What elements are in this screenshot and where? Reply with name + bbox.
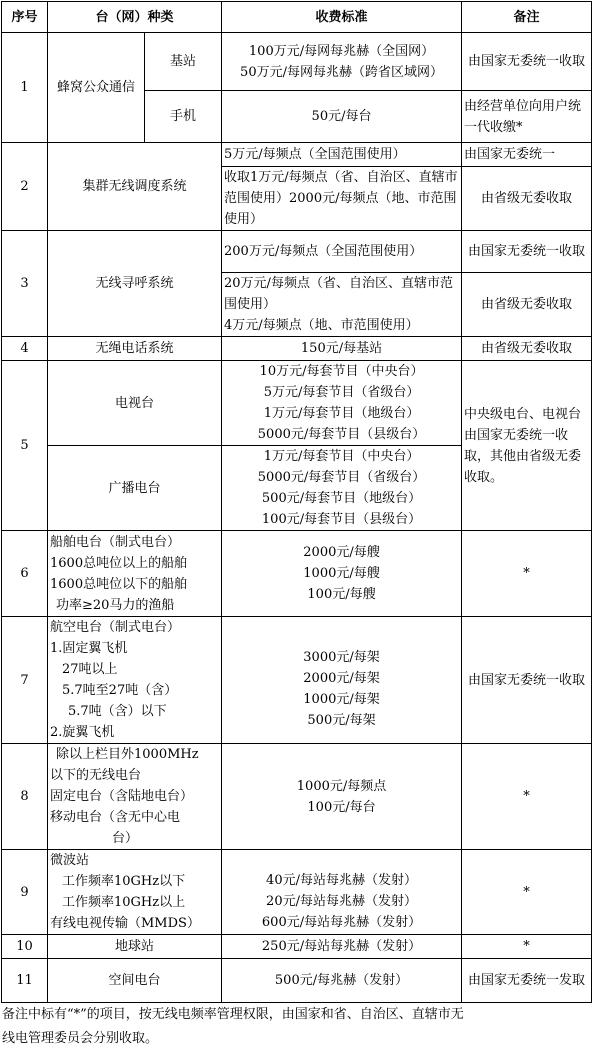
footnote-line: 线电管理委员会分别收取。	[2, 1031, 159, 1046]
header-fee: 收费标准	[222, 2, 462, 33]
row-note: 由国家无委统一收取	[462, 33, 592, 91]
table-row	[2, 33, 592, 91]
row-no: 9	[2, 850, 48, 935]
fee-line: 500元/每架	[307, 713, 376, 728]
row-type: 广播电台	[48, 446, 222, 531]
row-no: 3	[2, 231, 48, 337]
table-row	[2, 531, 592, 617]
row-fee	[222, 361, 462, 446]
row-note: *	[462, 744, 592, 850]
fee-line: 1000元/每频点	[296, 778, 387, 794]
fee-line: 5000元/每套节目（省级台）	[257, 470, 426, 485]
row-note: 由国家无委统一收取	[462, 617, 592, 744]
fee-line: 500元/每套节目（地级台）	[261, 491, 422, 506]
fee-line: 4万元/每频点（地、市范围使用）	[224, 318, 419, 333]
fee-line: 1万元/每套节目（中央台）	[263, 449, 420, 464]
row-fee: 250元/每站每兆赫（发射）	[222, 935, 462, 959]
row-no: 4	[2, 337, 48, 361]
type-line: 有线电视传输（MMDS）	[50, 916, 200, 931]
fee-line: 100万元/每网每兆赫（全国网）	[248, 43, 435, 59]
row-note: 由省级无委收取	[462, 273, 592, 337]
type-line: 1.固定翼飞机	[50, 641, 128, 656]
row-note: *	[462, 935, 592, 959]
row-type: 电视台	[48, 361, 222, 446]
type-line: 2.旋翼飞机	[50, 725, 115, 740]
fee-line: 1万元/每套节目（地级台）	[263, 406, 420, 421]
row-type: 无线寻呼系统	[48, 231, 222, 337]
fee-line: 1000元/每艘	[303, 566, 380, 581]
type-line: 功率≥20马力的渔船	[56, 597, 175, 613]
row-type: 空间电台	[48, 959, 222, 1003]
row-type: 无绳电话系统	[48, 337, 222, 361]
row-fee	[222, 850, 462, 935]
table-row	[2, 337, 592, 361]
type-line: 5.7吨至27吨（含）	[62, 683, 178, 698]
table-row	[2, 959, 592, 1003]
row-fee	[222, 446, 462, 531]
table-row	[2, 850, 592, 935]
row-subtype: 手机	[145, 91, 222, 143]
row-type: 蜂窝公众通信	[48, 33, 145, 143]
type-line: 移动电台（含无中心电	[50, 810, 181, 825]
header-type: 台（网）种类	[48, 2, 222, 33]
row-fee	[222, 531, 462, 617]
row-note: 由省级无委收取	[462, 167, 592, 231]
row-type	[48, 850, 222, 935]
row-no: 5	[2, 361, 48, 531]
row-no: 10	[2, 935, 48, 959]
type-line: 27吨以上	[62, 662, 118, 677]
row-note: 由经营单位向用户统一代收缴*	[462, 91, 592, 143]
type-line: 工作频率10GHz以上	[62, 895, 186, 910]
fee-line: 50万元/每网每兆赫（跨省区域网）	[240, 64, 443, 80]
row-no: 11	[2, 959, 48, 1003]
table-header-row	[2, 2, 592, 33]
row-note: 由国家无委统一发取	[462, 959, 592, 1003]
fee-line: 20万元/每频点（省、自治区、直辖市范围使用）	[224, 276, 453, 312]
type-line: 工作频率10GHz以下	[62, 874, 186, 889]
header-note: 备注	[462, 2, 592, 33]
fee-line: 3000元/每架	[303, 650, 380, 665]
fee-line: 20元/每站每兆赫（发射）	[266, 893, 417, 909]
table-row	[2, 617, 592, 744]
fee-line: 100元/每艘	[307, 587, 376, 602]
fee-line: 5万元/每套节目（省级台）	[263, 385, 420, 400]
row-note: 中央级电台、电视台由国家无委统一收取，其他由省级无委收取。	[462, 361, 592, 531]
type-line: 微波站	[50, 853, 90, 868]
type-line: 以下的无线电台	[50, 768, 142, 783]
fee-table	[1, 1, 592, 1003]
row-fee: 500元/每兆赫（发射）	[222, 959, 462, 1003]
row-fee	[222, 33, 462, 91]
table-row	[2, 231, 592, 273]
row-note: 由省级无委收取	[462, 337, 592, 361]
type-line: 台）	[112, 831, 139, 846]
row-type: 地球站	[48, 935, 222, 959]
footnote-line: 备注中标有“*”的项目，按无线电频率管理权限，由国家和省、自治区、直辖市无	[2, 1007, 464, 1022]
row-no: 1	[2, 33, 48, 143]
row-subtype: 基站	[145, 33, 222, 91]
row-fee: 收取1万元/每频点（省、自治区、直辖市范围使用）2000元/每频点（地、市范围使用）	[222, 167, 462, 231]
row-note: 由国家无委统一	[462, 143, 592, 167]
row-no: 6	[2, 531, 48, 617]
row-type	[48, 744, 222, 850]
fee-line: 40元/每站每兆赫（发射）	[266, 872, 417, 888]
type-line: 5.7吨（含）以下	[68, 704, 167, 719]
fee-line: 600元/每站每兆赫（发射）	[261, 914, 422, 930]
row-note: 由国家无委统一收取	[462, 231, 592, 273]
row-no: 8	[2, 744, 48, 850]
row-fee	[222, 744, 462, 850]
type-line: 航空电台（制式电台）	[50, 620, 181, 635]
footnote	[2, 1003, 590, 1051]
fee-line: 2000元/每艘	[303, 545, 380, 560]
row-type	[48, 617, 222, 744]
type-line: 除以上栏目外1000MHz	[56, 747, 199, 762]
row-type: 集群无线调度系统	[48, 143, 222, 231]
type-line: 固定电台（含陆地电台）	[50, 789, 194, 804]
table-row	[2, 744, 592, 850]
row-no: 7	[2, 617, 48, 744]
row-no: 2	[2, 143, 48, 231]
header-no: 序号	[2, 2, 48, 33]
type-line: 1600总吨位以下的船舶	[50, 576, 188, 592]
row-fee	[222, 617, 462, 744]
table-row	[2, 935, 592, 959]
table-row	[2, 143, 592, 167]
row-fee: 150元/每基站	[222, 337, 462, 361]
table-row	[2, 361, 592, 446]
row-fee: 50元/每台	[222, 91, 462, 143]
row-fee	[222, 273, 462, 337]
fee-line: 1000元/每架	[303, 692, 380, 707]
row-type	[48, 531, 222, 617]
fee-line: 100元/每套节目（县级台）	[261, 512, 422, 527]
fee-line: 2000元/每架	[303, 671, 380, 686]
row-note: *	[462, 850, 592, 935]
fee-line: 10万元/每套节目（中央台）	[259, 364, 424, 379]
fee-line: 5000元/每套节目（县级台）	[257, 427, 426, 442]
fee-line: 100元/每台	[307, 799, 376, 815]
row-fee: 5万元/每频点（全国范围使用）	[222, 143, 462, 167]
row-fee: 200万元/每频点（全国范围使用）	[222, 231, 462, 273]
type-line: 船舶电台（制式电台）	[50, 534, 181, 550]
row-note: *	[462, 531, 592, 617]
type-line: 1600总吨位以上的船舶	[50, 555, 188, 571]
